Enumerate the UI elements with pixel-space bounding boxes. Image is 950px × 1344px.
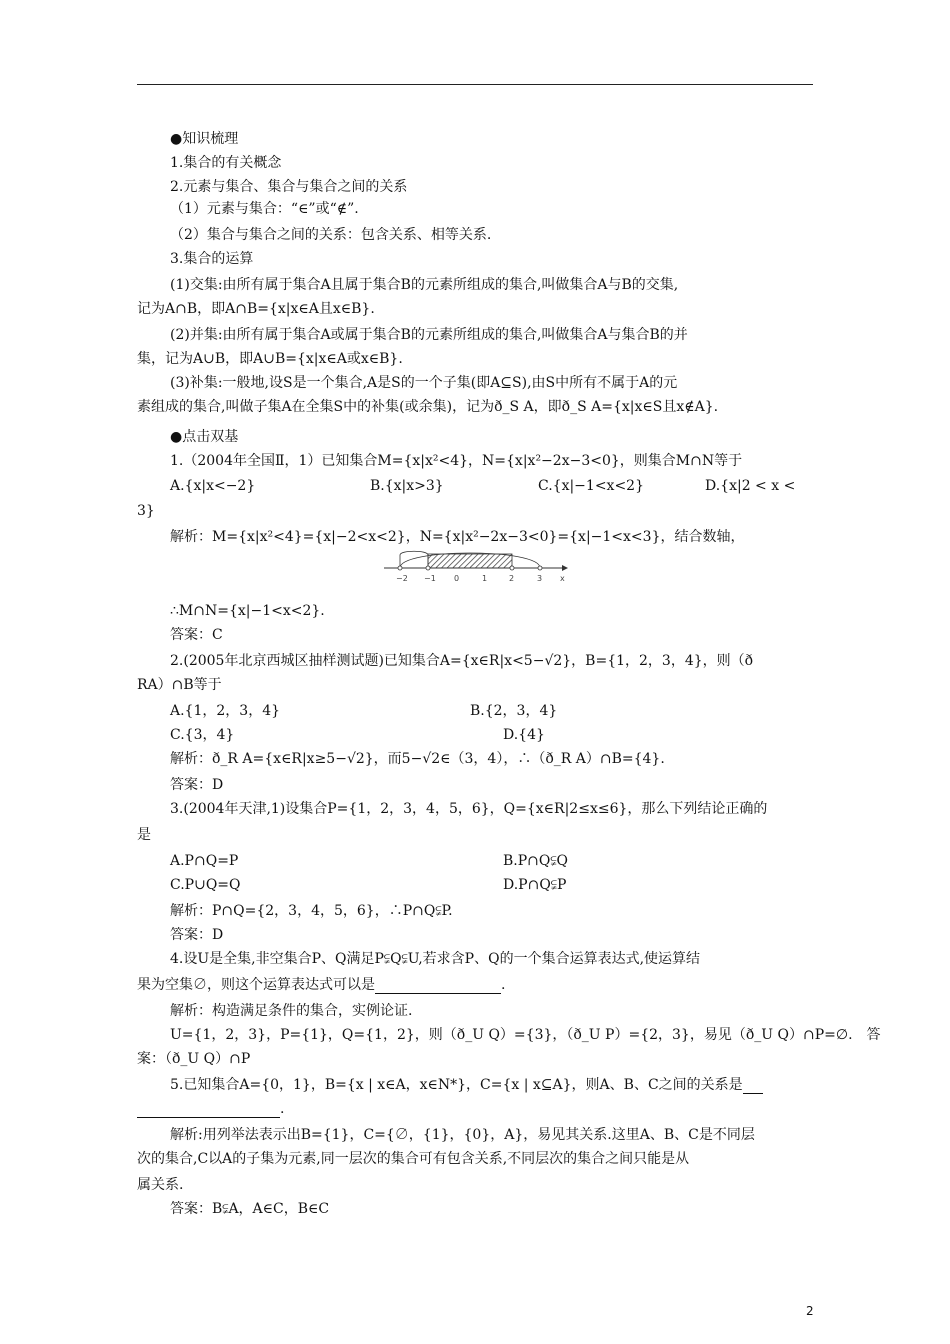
tick-label: 2 (509, 574, 515, 583)
item-3-2-line2: 集，记为A∪B，即A∪B={x|x∈A或x∈B}. (137, 351, 403, 367)
q3-option-a: A.P∩Q=P (170, 853, 239, 869)
q2-analysis: 解析：ð_R A={x∈R|x≥5−√2}，而5−√2∈（3，4），∴（ð_R A）∩B={4}. (170, 751, 665, 767)
intersection-shading (428, 554, 512, 568)
item-3-3-line1: (3)补集:一般地,设S是一个集合,A是S的一个子集(即A⊆S),由S中所有不属于A的元 (170, 375, 678, 391)
q4-example: U={1，2，3}，P={1}，Q={1，2}，则（ð_U Q）={3}，（ð_U P）={2，3}，易见（ð_U Q）∩P=∅. 答 (170, 1027, 881, 1043)
q5-analysis-line1: 解析:用列举法表示出B={1}，C={∅，{1}，{0}，A}，易见其关系.这里A、B、C是不同层 (170, 1127, 755, 1143)
item-3-1-line2: 记为A∩B，即A∩B={x|x∈A且x∈B}. (137, 301, 375, 317)
number-line-diagram (380, 544, 575, 586)
q1-option-d: D.{x|2 < x < (705, 478, 796, 494)
q3-option-b: B.P∩Q⫋Q (503, 853, 569, 869)
q1-analysis: 解析：M={x|x²<4}={x|−2<x<2}，N={x|x²−2x−3<0}={x|−1<x<3}，结合数轴， (170, 529, 745, 545)
q2-option-a: A.{1，2，3，4} (170, 703, 281, 719)
q1-answer: 答案：C (170, 627, 223, 643)
tick-label: x (560, 574, 565, 583)
page-number: 2 (806, 1304, 814, 1318)
q3-stem-line2: 是 (137, 827, 151, 843)
q2-option-d: D.{4} (503, 727, 545, 743)
q2-stem-line1: 2.(2005年北京西城区抽样测试题)已知集合A={x∈R|x<5−√2}，B={1，2，3，4}，则（ð (170, 653, 754, 669)
q3-answer: 答案：D (170, 927, 224, 943)
tick-label: −2 (396, 574, 408, 583)
q3-stem-line1: 3.(2004年天津,1)设集合P={1，2，3，4，5，6}，Q={x∈R|2≤x≤6}，那么下列结论正确的 (170, 801, 768, 817)
q4-stem-line2: 果为空集∅，则这个运算表达式可以是 . (137, 977, 506, 993)
q5-answer-blank-start[interactable] (743, 1079, 763, 1094)
section-title-practice: ●点击双基 (170, 429, 239, 445)
q1-option-a: A.{x|x<−2} (170, 478, 256, 494)
open-point (398, 566, 402, 570)
m-set-arc-left (400, 551, 428, 568)
q1-conclusion: ∴M∩N={x|−1<x<2}. (170, 603, 325, 619)
q1-stem: 1.（2004年全国Ⅱ，1）已知集合M={x|x²<4}，N={x|x²−2x−3<0}，则集合M∩N等于 (170, 453, 743, 469)
item-3-1-line1: (1)交集:由所有属于集合A且属于集合B的元素所组成的集合,叫做集合A与B的交集, (170, 277, 679, 293)
header-rule (137, 84, 813, 85)
q5-stem (170, 1076, 763, 1094)
q5-analysis-line3: 属关系. (137, 1177, 184, 1193)
q2-option-c: C.{3，4} (170, 727, 235, 743)
q4-stem-line1: 4.设U是全集,非空集合P、Q满足P⫋Q⫋U,若求含P、Q的一个集合运算表达式,使运算结 (170, 951, 701, 967)
tick-label: 3 (537, 574, 543, 583)
open-point (538, 566, 542, 570)
item-3-2-line1: (2)并集:由所有属于集合A或属于集合B的元素所组成的集合,叫做集合A与集合B的并 (170, 327, 688, 343)
tick-label: −1 (424, 574, 436, 583)
axis-arrow-icon (562, 565, 568, 571)
q5-blank-line: . (137, 1100, 284, 1118)
item-3-3-line2: 素组成的集合,叫做子集A在全集S中的补集(或余集)，记为ð_S A，即ð_S A={x|x∈S且x∉A}. (137, 399, 719, 415)
open-point (426, 566, 430, 570)
q1-option-c: C.{x|−1<x<2} (538, 478, 644, 494)
q5-stem-text: 5.已知集合A={0，1}，B={x | x∈A，x∈N*}，C={x | x⊆A}，则A、B、C之间的关系是 (170, 1077, 743, 1093)
q3-option-d: D.P∩Q⫋P (503, 877, 567, 893)
q5-analysis-line2: 次的集合,C以A的子集为元素,同一层次的集合可有包含关系,不同层次的集合之间只能是从 (137, 1151, 690, 1167)
q4-analysis: 解析：构造满足条件的集合，实例论证. (170, 1003, 413, 1019)
q2-option-b: B.{2，3，4} (470, 703, 558, 719)
q4-answer: 案：（ð_U Q）∩P (137, 1051, 251, 1067)
section-title-knowledge: ●知识梳理 (170, 131, 239, 147)
q1-option-b: B.{x|x>3} (370, 478, 444, 494)
q4-stem-text: 果为空集∅，则这个运算表达式可以是 (137, 977, 375, 993)
item-2-2: （2）集合与集合之间的关系：包含关系、相等关系. (170, 227, 492, 243)
q2-stem-line2: RA）∩B等于 (137, 677, 222, 693)
q4-answer-blank[interactable] (375, 979, 501, 994)
q2-answer: 答案：D (170, 777, 224, 793)
item-2: 2.元素与集合、集合与集合之间的关系 (170, 179, 408, 195)
tick-label: 0 (454, 574, 460, 583)
q1-option-d-wrap: 3} (137, 503, 155, 519)
item-2-1: （1）元素与集合：“∈”或“∉”. (170, 201, 359, 217)
q3-option-c: C.P∪Q=Q (170, 877, 241, 893)
open-point (510, 566, 514, 570)
item-1: 1.集合的有关概念 (170, 155, 282, 171)
q3-analysis: 解析：P∩Q={2，3，4，5，6}，∴P∩Q⫋P. (170, 903, 453, 919)
tick-label: 1 (482, 574, 488, 583)
q5-answer: 答案：B⫋A，A∈C，B∈C (170, 1201, 330, 1217)
q5-answer-blank[interactable] (137, 1103, 280, 1118)
item-3: 3.集合的运算 (170, 251, 254, 267)
